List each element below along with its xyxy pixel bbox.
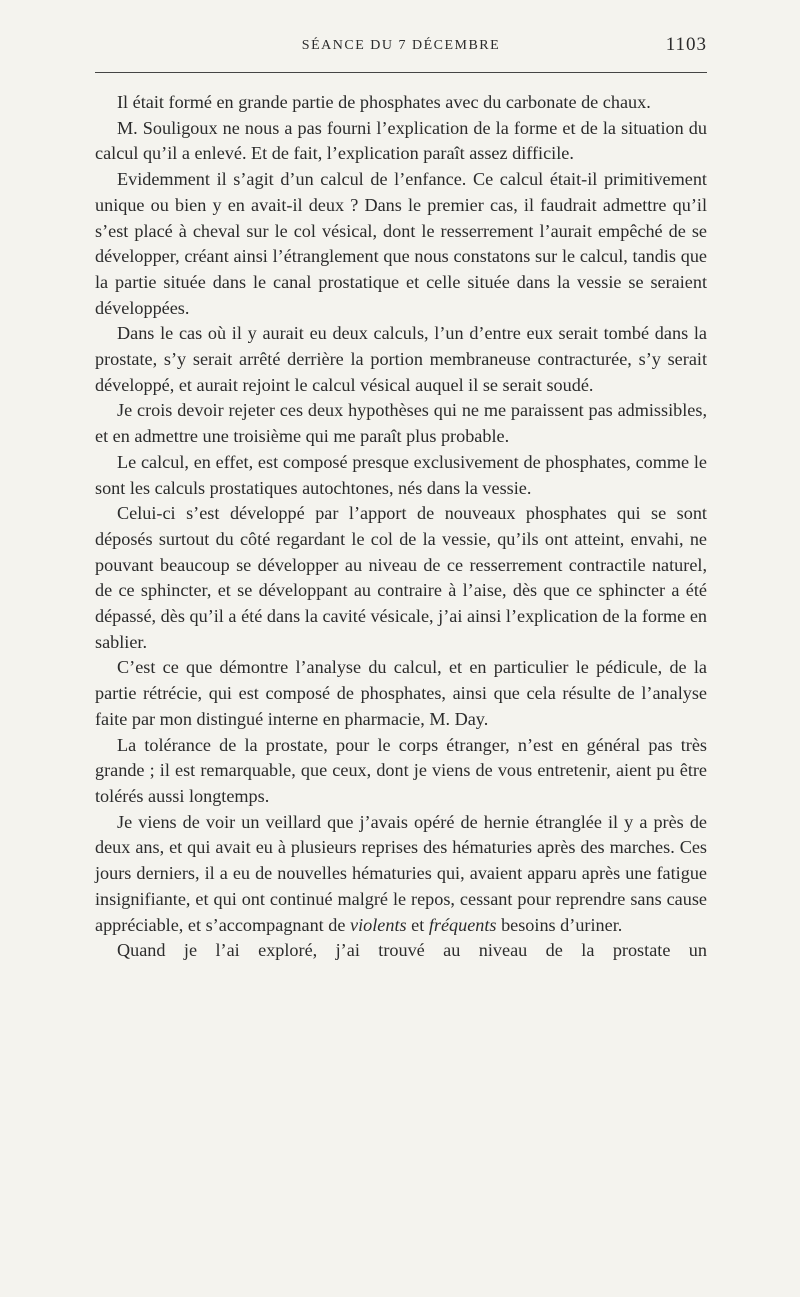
body-text bbox=[95, 90, 707, 964]
paragraph-11: Quand je l’ai exploré, j’ai trouvé au niveau de la prostate un bbox=[117, 940, 707, 961]
paragraph-10-text-middle: et bbox=[406, 914, 429, 935]
paragraph-3: Evidemment il s’agit d’un calcul de l’enfance. Ce calcul était-il primitivement unique ou bien y en avait-il deux ? Dans le premier cas, il faudrait admettre qu’il s’est placé à cheval sur le col vésical, dont le resserrement l’aurait empêché de se développer, créant ainsi l’étranglement que nous constatons sur le calcul, tandis que la partie située dans le canal prostatique et celle située dans la vessie se seraient développées. bbox=[95, 169, 707, 318]
paragraph-10 bbox=[95, 810, 707, 939]
paragraph-6: Le calcul, en effet, est composé presque exclusivement de phosphates, comme le sont les calculs prostatiques autochtones, nés dans la vessie. bbox=[95, 451, 707, 498]
paragraph-4: Dans le cas où il y aurait eu deux calculs, l’un d’entre eux serait tombé dans la prostate, s’y serait arrêté derrière la portion membraneuse contracturée, s’y serait développé, et aurait rejoint le calcul vésical auquel il se serait soudé. bbox=[95, 323, 707, 395]
paragraph-5: Je crois devoir rejeter ces deux hypothèses qui ne me paraissent pas admissibles, et en admettre une troisième qui me paraît plus probable. bbox=[95, 400, 707, 447]
paragraph-7: Celui-ci s’est développé par l’apport de nouveaux phosphates qui se sont déposés surtout du côté regardant le col de la vessie, qu’ils ont atteint, envahi, ne pouvant beaucoup se développer au niveau de ce resserrement contractile naturel, de ce sphincter, et se développant au contraire à l’aise, dès que ce sphincter a été dépassé, dès qu’il a été dans la cavité vésicale, j’ai ainsi l’explication de la forme en sablier. bbox=[95, 503, 707, 652]
paragraph-2: M. Souligoux ne nous a pas fourni l’explication de la forme et de la situation du calcul qu’il a enlevé. Et de fait, l’explication paraît assez difficile. bbox=[95, 117, 707, 164]
paragraph-9: La tolérance de la prostate, pour le corps étranger, n’est en général pas très grande ; il est remarquable, que ceux, dont je viens de vous entretenir, aient pu être tolérés aussi longtemps. bbox=[95, 734, 707, 806]
paragraph-10-text-before: Je viens de voir un veillard que j’avais opéré de hernie étranglée il y a près de deux ans, et qui avait eu à plusieurs reprises des hématuries après des marches. Ces jours derniers, il a eu de nouvelles hématuries qui, avaient apparu après une fatigue insignifiante, et qui ont continué malgré le repos, cessant pour reprendre sans cause appréciable, et s’accompagnant de bbox=[95, 811, 707, 935]
paragraph-10-italic-frequents: fréquents bbox=[428, 914, 497, 935]
header-rule bbox=[95, 72, 707, 73]
page-number: 1103 bbox=[665, 34, 707, 55]
running-head: SÉANCE DU 7 DÉCEMBRE bbox=[301, 38, 501, 53]
paragraph-1: Il était formé en grande partie de phosphates avec du carbonate de chaux. bbox=[117, 92, 651, 112]
page-header bbox=[95, 34, 707, 60]
paragraph-10-italic-violents: violents bbox=[350, 914, 407, 935]
paragraph-8: C’est ce que démontre l’analyse du calcul, et en particulier le pédicule, de la partie rétrécie, qui est composé de phosphates, ainsi que cela résulte de l’analyse faite par mon distingué interne en pharmacie, M. Day. bbox=[95, 657, 707, 729]
paragraph-10-text-after: besoins d’uriner. bbox=[496, 914, 623, 935]
